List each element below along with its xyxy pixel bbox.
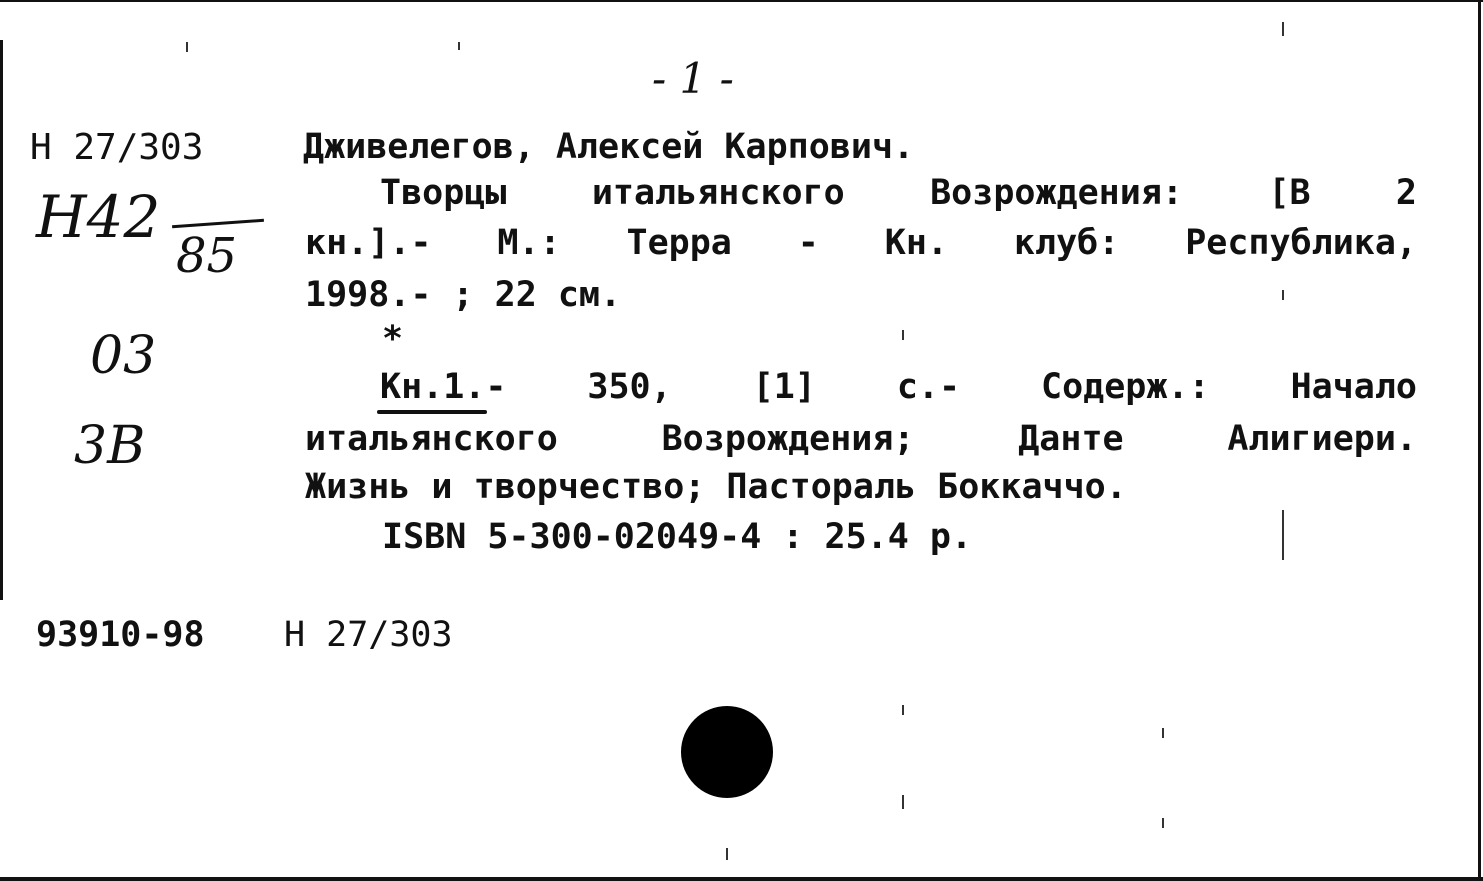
call-number: Н 27/303: [30, 127, 204, 168]
title-line: Творцы итальянского Возрождения: [В 2: [380, 173, 1417, 213]
handwritten-fraction-bar: [172, 219, 264, 228]
isbn-price-line: ISBN 5-300-02049-4 : 25.4 р.: [382, 517, 973, 557]
scan-speck: [902, 705, 904, 715]
card-edge-bottom: [0, 877, 1483, 881]
contents-line-3: Жизнь и творчество; Пастораль Боккаччо.: [305, 467, 1127, 507]
card-edge-right: [1478, 0, 1481, 881]
handwritten-code-main: Н42: [36, 183, 161, 251]
scan-speck: [1162, 728, 1164, 738]
card-edge-top: [0, 0, 1483, 2]
scan-speck: [1282, 510, 1284, 560]
author-line: Дживелегов, Алексей Карпович.: [303, 127, 915, 167]
volume-contents-line: Кн.1.- 350, [1] с.- Содерж.: Начало: [380, 367, 1417, 407]
publication-line: кн.].- М.: Терра - Кн. клуб: Республика,: [305, 223, 1417, 263]
page-number: - 1 -: [652, 54, 734, 103]
card-edge-left: [0, 40, 3, 600]
year-size-line: 1998.- ; 22 см.: [305, 275, 622, 315]
scan-speck: [1162, 818, 1164, 828]
handwritten-code-2: 03: [90, 326, 157, 386]
asterisk-line: *: [382, 319, 404, 359]
handwritten-code-sub: 85: [176, 228, 238, 284]
handwritten-code-3: 3В: [74, 416, 146, 476]
scan-speck: [458, 42, 460, 50]
punch-hole: [681, 706, 773, 798]
scan-speck: [1282, 22, 1284, 36]
footer-call-number: Н 27/303: [284, 615, 453, 655]
scan-speck: [902, 330, 904, 340]
contents-line-2: итальянского Возрождения; Данте Алигиери.: [305, 419, 1417, 459]
scan-speck: [902, 795, 904, 809]
volume-underline: [377, 410, 487, 414]
scan-speck: [726, 848, 728, 860]
scan-speck: [186, 42, 188, 52]
scan-speck: [1282, 290, 1284, 300]
inventory-number: 93910-98: [36, 615, 205, 655]
